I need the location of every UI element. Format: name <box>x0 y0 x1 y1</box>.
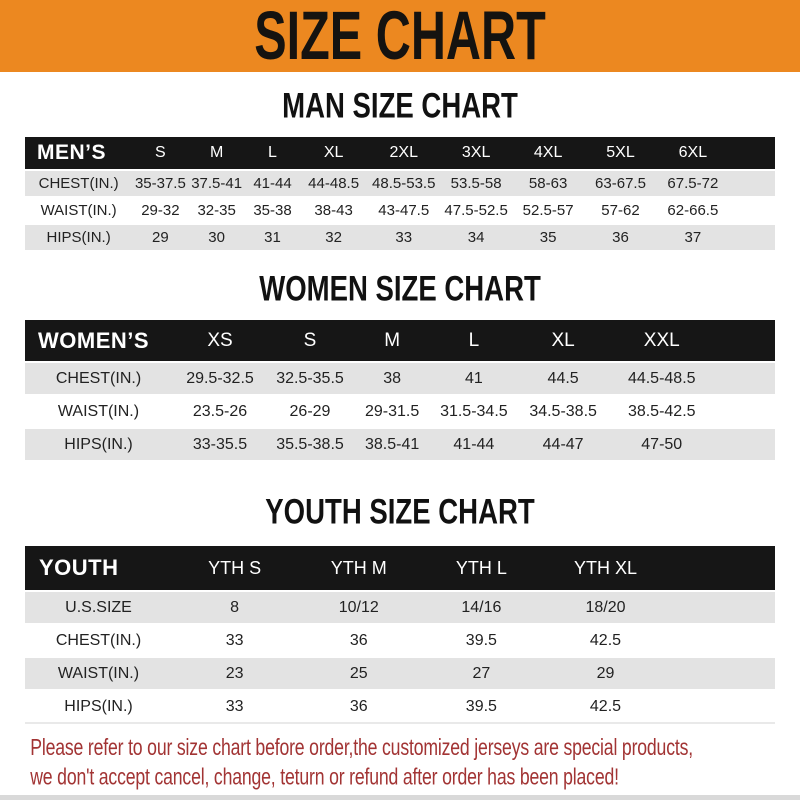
bottom-edge-strip <box>0 795 800 800</box>
size-header-row <box>25 320 775 362</box>
size-header-row <box>25 546 775 591</box>
men-size-table <box>25 137 775 250</box>
filler-cell <box>713 395 775 428</box>
value-cell: 27 <box>420 657 542 690</box>
footer-disclaimer <box>0 733 800 792</box>
row-label-cell: U.S.SIZE <box>25 591 172 624</box>
value-cell: 29-31.5 <box>352 395 432 428</box>
size-header-cell: XS <box>207 329 233 351</box>
value-cell: 33 <box>172 690 297 723</box>
value-cell: 35-37.5 <box>132 170 188 197</box>
corner-label-cell: WOMEN’S <box>38 327 150 353</box>
size-header-cell: YTH M <box>330 557 387 578</box>
table-row <box>25 197 775 224</box>
value-cell: 36 <box>297 690 420 723</box>
youth-section-heading: YOUTH SIZE CHART <box>265 493 535 533</box>
value-cell: 32 <box>300 224 367 250</box>
value-cell: 31 <box>245 224 301 250</box>
size-header-row <box>25 137 775 170</box>
row-label-cell: WAIST(IN.) <box>25 657 172 690</box>
filler-cell <box>729 224 775 250</box>
value-cell: 37 <box>656 224 729 250</box>
filler-cell <box>668 690 775 723</box>
value-cell: 41 <box>432 362 515 395</box>
row-label-cell: CHEST(IN.) <box>25 624 172 657</box>
row-label-cell: HIPS(IN.) <box>25 690 172 723</box>
size-chart-banner <box>0 0 800 75</box>
value-cell: 29 <box>132 224 188 250</box>
value-cell: 41-44 <box>432 428 515 460</box>
value-cell: 23.5-26 <box>172 395 268 428</box>
value-cell: 47-50 <box>611 428 713 460</box>
value-cell: 23 <box>172 657 297 690</box>
value-cell: 14/16 <box>420 591 542 624</box>
value-cell: 38.5-42.5 <box>611 395 713 428</box>
filler-cell <box>668 624 775 657</box>
size-header-cell: M <box>384 329 401 351</box>
filler-cell <box>668 657 775 690</box>
value-cell: 39.5 <box>420 690 542 723</box>
filler-cell <box>729 170 775 197</box>
row-label-cell: WAIST(IN.) <box>25 197 132 224</box>
value-cell: 37.5-41 <box>189 170 245 197</box>
value-cell: 67.5-72 <box>656 170 729 197</box>
table-row <box>25 224 775 250</box>
value-cell: 32-35 <box>189 197 245 224</box>
value-cell: 25 <box>297 657 420 690</box>
value-cell: 26-29 <box>268 395 352 428</box>
value-cell: 33-35.5 <box>172 428 268 460</box>
size-header-cell: 3XL <box>461 144 491 161</box>
size-header-cell: YTH L <box>455 557 507 578</box>
value-cell: 32.5-35.5 <box>268 362 352 395</box>
corner-label-cell: YOUTH <box>39 555 119 580</box>
value-cell: 18/20 <box>542 591 668 624</box>
filler-cell <box>713 320 775 362</box>
filler-cell <box>713 428 775 460</box>
filler-cell <box>668 591 775 624</box>
value-cell: 29-32 <box>132 197 188 224</box>
value-cell: 38.5-41 <box>352 428 432 460</box>
size-header-cell: L <box>468 329 480 351</box>
table-row <box>25 428 775 460</box>
size-header-cell: XXL <box>643 329 680 351</box>
filler-cell <box>668 546 775 591</box>
value-cell: 38-43 <box>300 197 367 224</box>
value-cell: 36 <box>297 624 420 657</box>
row-label-cell: HIPS(IN.) <box>25 428 172 460</box>
size-header-cell: YTH XL <box>573 557 637 578</box>
value-cell: 42.5 <box>542 690 668 723</box>
size-header-cell: S <box>303 329 317 351</box>
value-cell: 47.5-52.5 <box>440 197 511 224</box>
value-cell: 41-44 <box>245 170 301 197</box>
value-cell: 43-47.5 <box>367 197 441 224</box>
table-row <box>25 657 775 690</box>
value-cell: 42.5 <box>542 624 668 657</box>
value-cell: 58-63 <box>512 170 585 197</box>
value-cell: 10/12 <box>297 591 420 624</box>
size-header-cell: S <box>155 144 166 161</box>
table-row <box>25 591 775 624</box>
size-header-cell: YTH S <box>208 557 262 578</box>
filler-cell <box>729 197 775 224</box>
table-row <box>25 362 775 395</box>
size-header-cell: L <box>268 144 277 161</box>
row-label-cell: CHEST(IN.) <box>25 362 172 395</box>
value-cell: 35.5-38.5 <box>268 428 352 460</box>
filler-cell <box>729 137 775 170</box>
value-cell: 57-62 <box>584 197 656 224</box>
size-header-cell: 5XL <box>606 144 635 161</box>
value-cell: 63-67.5 <box>584 170 656 197</box>
size-header-cell: XL <box>551 329 575 351</box>
value-cell: 38 <box>352 362 432 395</box>
youth-size-table <box>25 546 775 724</box>
row-label-cell: CHEST(IN.) <box>25 170 132 197</box>
footer-disclaimer-line1: Please refer to our size chart before order,the customized jerseys are special products, <box>30 735 693 761</box>
row-label-cell: WAIST(IN.) <box>25 395 172 428</box>
women-size-section <box>0 270 800 460</box>
youth-size-section <box>0 493 800 724</box>
men-section-heading: MAN SIZE CHART <box>282 87 518 127</box>
women-size-table <box>25 320 775 460</box>
value-cell: 48.5-53.5 <box>367 170 441 197</box>
value-cell: 29 <box>542 657 668 690</box>
value-cell: 29.5-32.5 <box>172 362 268 395</box>
value-cell: 34 <box>440 224 511 250</box>
value-cell: 44-47 <box>516 428 611 460</box>
value-cell: 34.5-38.5 <box>516 395 611 428</box>
footer-disclaimer-line2: we don't accept cancel, change, teturn or refund after order has been placed! <box>30 764 619 791</box>
table-row <box>25 624 775 657</box>
value-cell: 35-38 <box>245 197 301 224</box>
women-section-heading: WOMEN SIZE CHART <box>259 270 541 310</box>
filler-cell <box>713 362 775 395</box>
value-cell: 33 <box>367 224 441 250</box>
table-row <box>25 690 775 723</box>
value-cell: 62-66.5 <box>656 197 729 224</box>
value-cell: 53.5-58 <box>440 170 511 197</box>
table-row <box>25 395 775 428</box>
value-cell: 52.5-57 <box>512 197 585 224</box>
value-cell: 44-48.5 <box>300 170 367 197</box>
value-cell: 44.5-48.5 <box>611 362 713 395</box>
row-label-cell: HIPS(IN.) <box>25 224 132 250</box>
banner-title: SIZE CHART <box>254 0 546 75</box>
value-cell: 33 <box>172 624 297 657</box>
value-cell: 36 <box>584 224 656 250</box>
size-header-cell: 4XL <box>533 144 563 161</box>
men-size-section <box>0 87 800 250</box>
value-cell: 31.5-34.5 <box>432 395 515 428</box>
value-cell: 35 <box>512 224 585 250</box>
size-header-cell: 2XL <box>389 144 418 161</box>
value-cell: 8 <box>172 591 297 624</box>
size-header-cell: XL <box>323 144 344 161</box>
value-cell: 30 <box>189 224 245 250</box>
table-row <box>25 170 775 197</box>
corner-label-cell: MEN’S <box>37 141 107 164</box>
size-header-cell: 6XL <box>678 144 708 161</box>
value-cell: 39.5 <box>420 624 542 657</box>
value-cell: 44.5 <box>516 362 611 395</box>
size-header-cell: M <box>209 144 224 161</box>
